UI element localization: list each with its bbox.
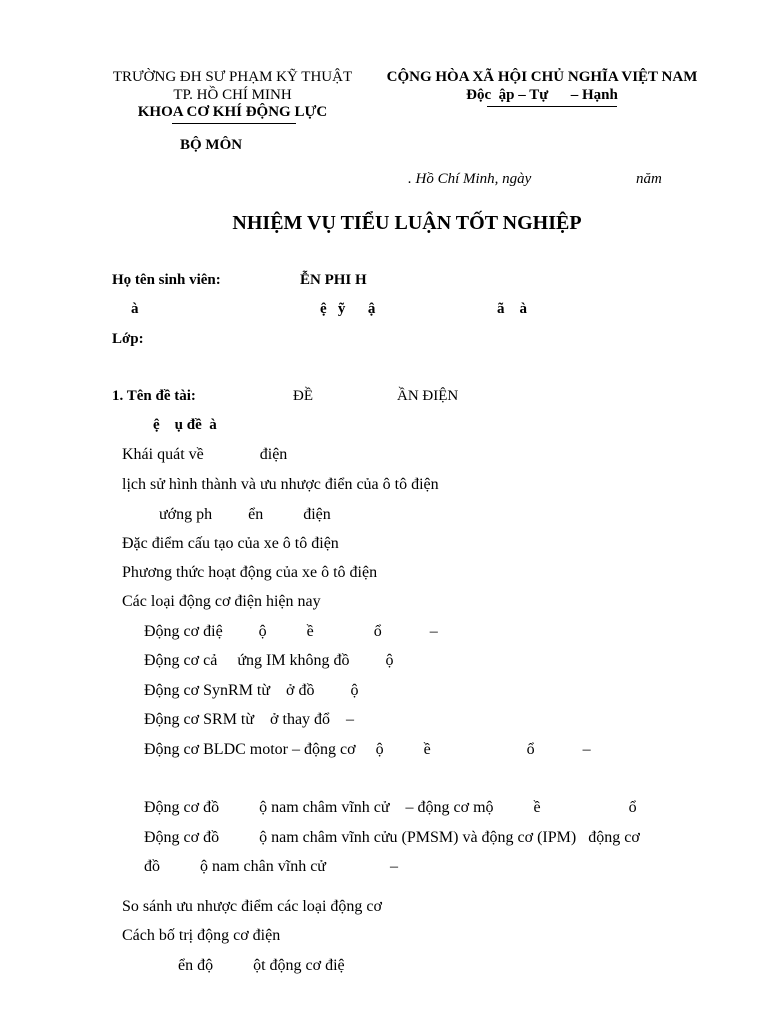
outline-item: ướng ph ển điện: [159, 506, 331, 523]
national-motto: Độc ập – Tự – Hạnh: [466, 87, 618, 103]
date-year-word: năm: [636, 171, 662, 187]
outline-item: Khái quát về điện: [122, 446, 288, 463]
outline-item: Động cơ cả ứng IM không đồ ộ: [144, 652, 394, 669]
topic-value: ẦN ĐIỆN: [397, 388, 459, 404]
student-info-fragment: ệ ỹ ậ: [320, 301, 376, 317]
outline-item: Đặc điểm cấu tạo của xe ô tô điện: [122, 535, 339, 552]
outline-item: Động cơ BLDC motor – động cơ ộ ề ổ –: [144, 741, 591, 758]
outline-item: So sánh ưu nhược điểm các loại động cơ: [122, 898, 382, 915]
outline-item: đồ ộ nam chân vĩnh cử –: [144, 858, 398, 875]
outline-item: Động cơ SynRM từ ở đồ ộ: [144, 682, 359, 699]
faculty-underline: [172, 123, 296, 124]
country-name: CỘNG HÒA XÃ HỘI CHỦ NGHĨA VIỆT NAM: [386, 69, 698, 85]
outline-item: Động cơ điệ ộ ề ổ –: [144, 623, 438, 640]
department-label: BỘ MÔN: [180, 137, 243, 153]
topic-value: ĐỀ: [293, 388, 313, 404]
outline-item: Động cơ đồ ộ nam châm vĩnh cử – động cơ mộ ề ổ: [144, 799, 637, 816]
outline-item: ển độ ột động cơ điệ: [178, 957, 345, 974]
outline-item: Cách bố trị động cơ điện: [122, 927, 281, 944]
outline-item: Phương thức hoạt động của xe ô tô điện: [122, 564, 378, 581]
student-name-label: Họ tên sinh viên:: [112, 272, 221, 288]
motto-underline: [487, 106, 617, 107]
outline-item: lịch sử hình thành và ưu nhược điển của ô tô điện: [122, 476, 439, 493]
date-place: . Hồ Chí Minh, ngày: [408, 171, 532, 187]
outline-item: Động cơ đồ ộ nam châm vĩnh cửu (PMSM) và động cơ (IPM) động cơ: [144, 829, 640, 846]
outline-item: Các loại động cơ điện hiện nay: [122, 593, 321, 610]
student-info-fragment: ã à: [497, 301, 527, 317]
student-info-fragment: à: [131, 301, 139, 317]
school-name: TRƯỜNG ĐH SƯ PHẠM KỸ THUẬT: [112, 69, 353, 85]
topic-label: 1. Tên đề tài:: [112, 388, 196, 404]
faculty-name: KHOA CƠ KHÍ ĐỘNG LỰC: [137, 104, 328, 120]
outline-item: Động cơ SRM từ ở thay đổ –: [144, 711, 355, 728]
school-city: TP. HỒ CHÍ MINH: [173, 87, 292, 103]
class-label: Lớp:: [112, 331, 144, 347]
page-title: NHIỆM VỤ TIỂU LUẬN TỐT NGHIỆP: [232, 212, 582, 234]
student-name-value: ỄN PHI H: [300, 272, 367, 288]
topic-sublabel: ệ ụ đề à: [153, 417, 217, 433]
